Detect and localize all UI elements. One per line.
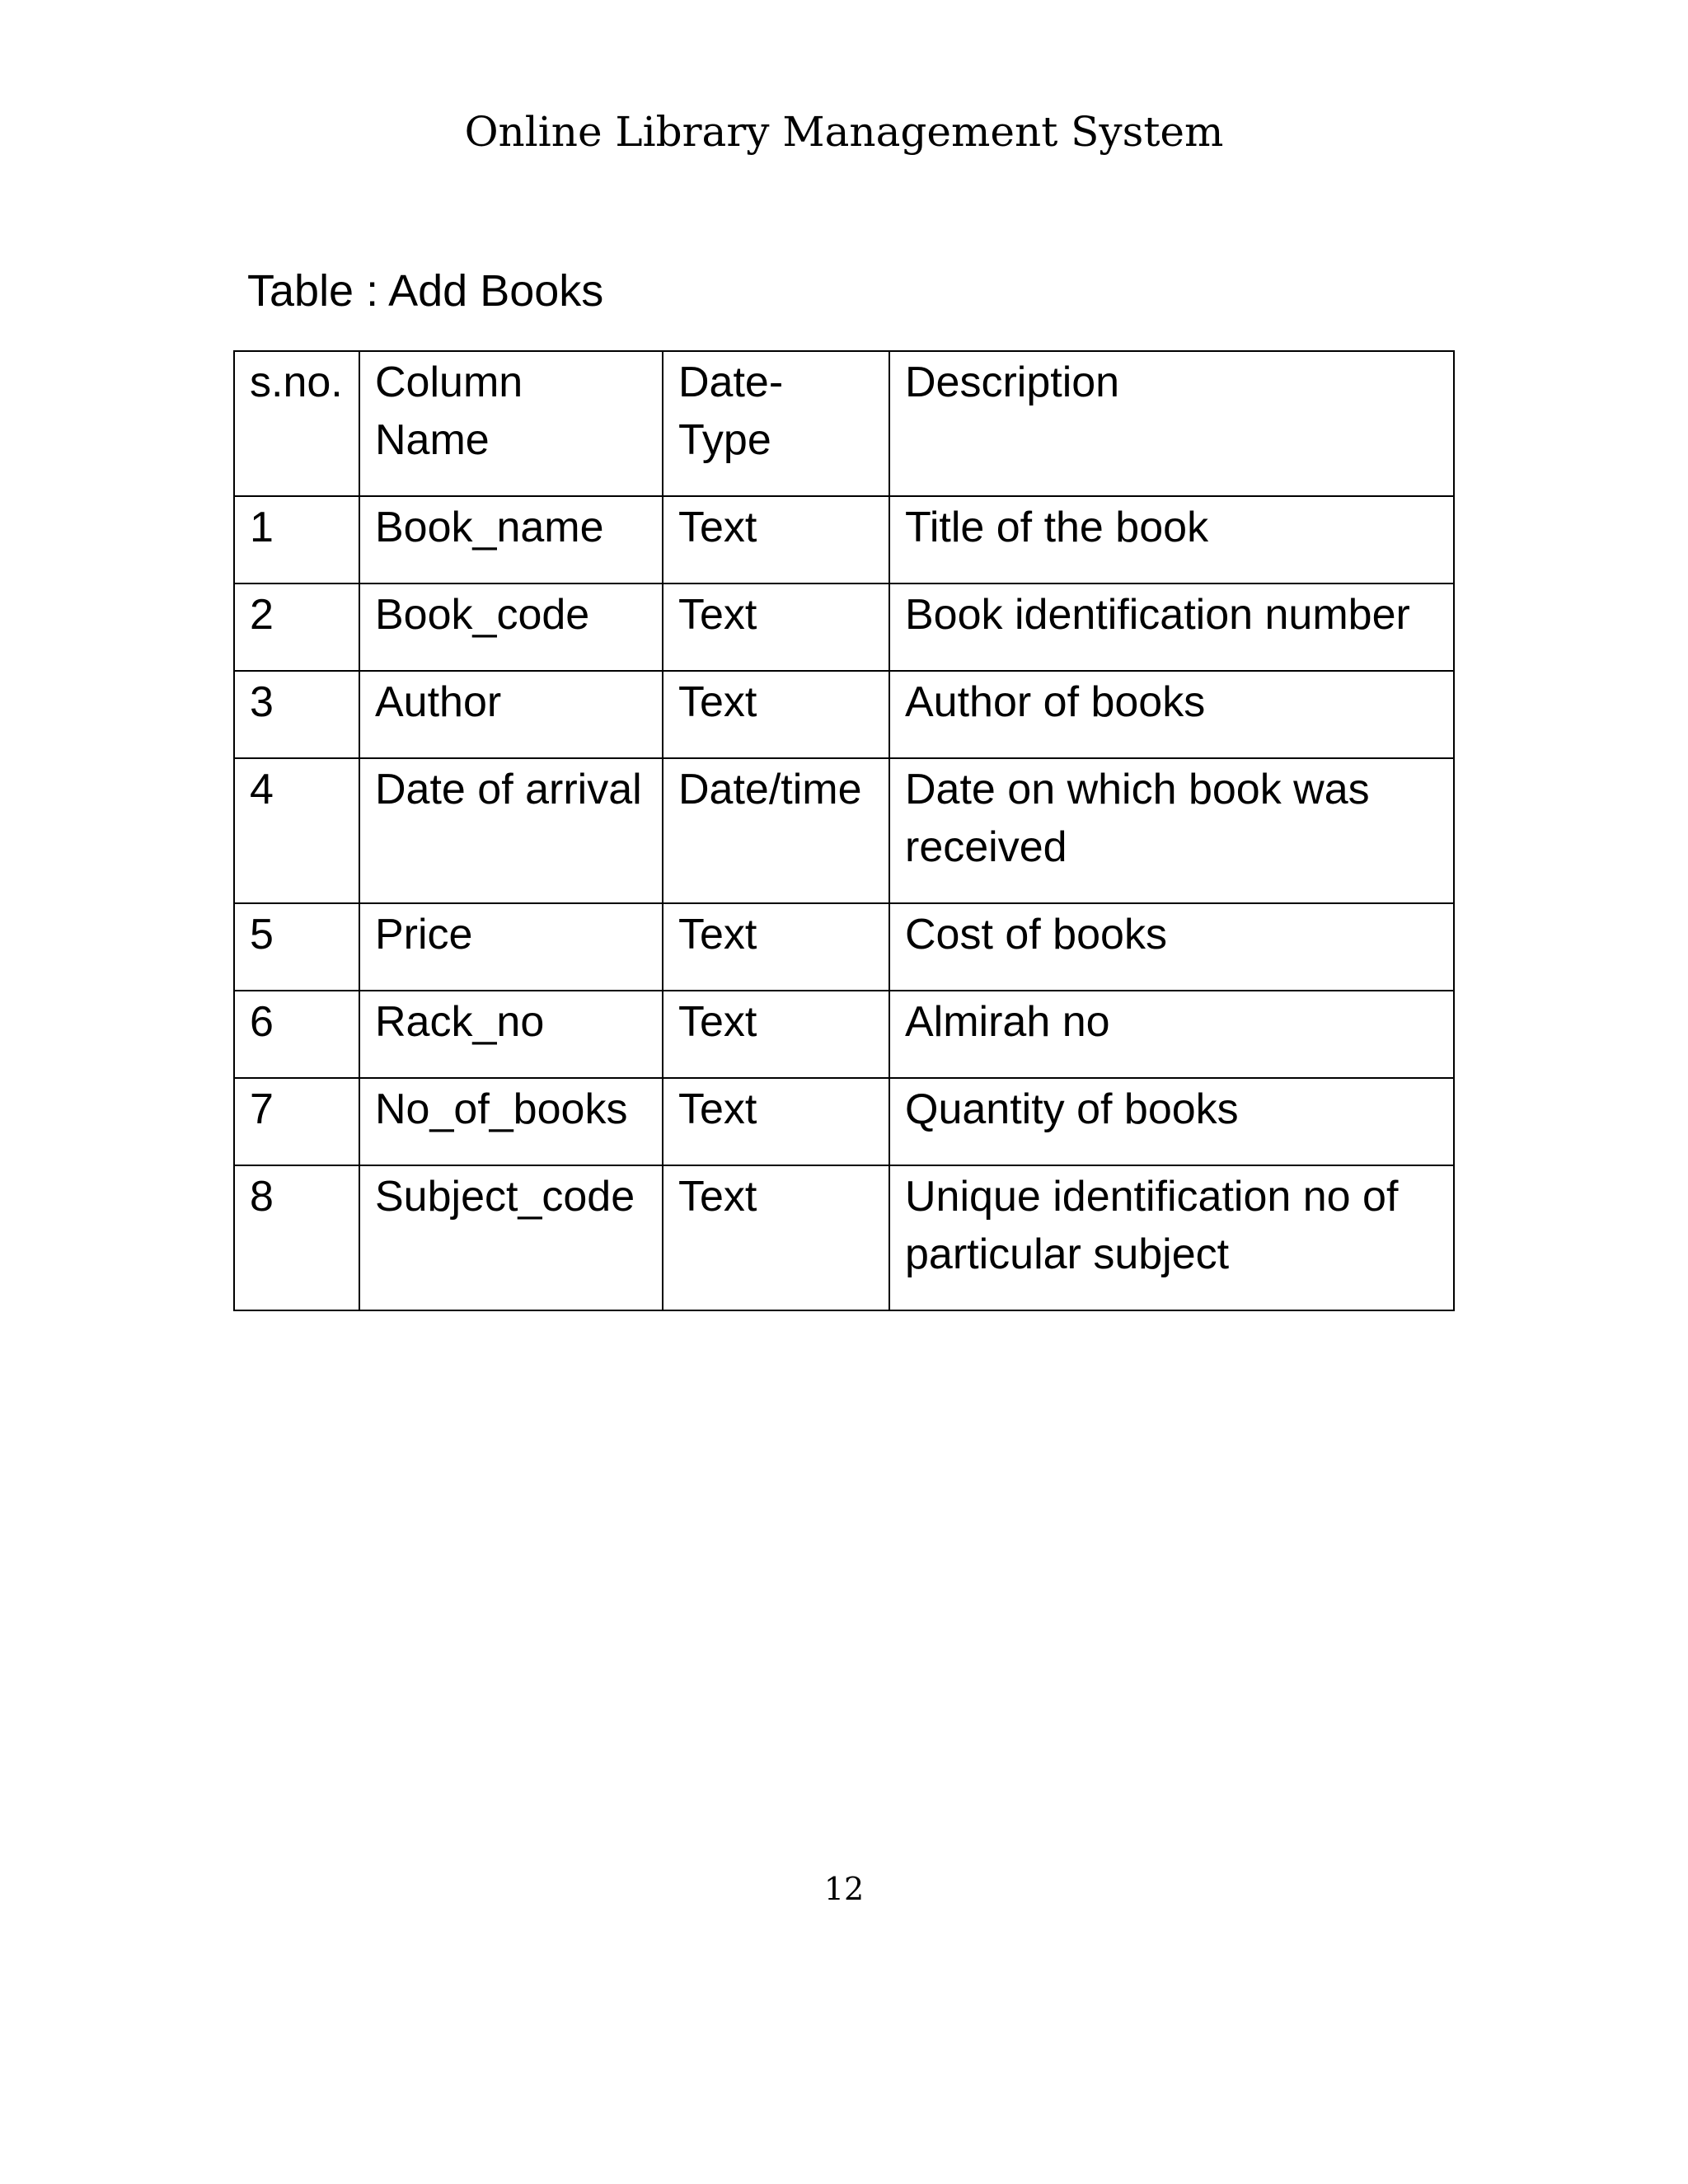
cell-data-type: Text (663, 496, 889, 583)
cell-description: Cost of books (889, 903, 1454, 991)
page-header-title: Online Library Management System (464, 108, 1224, 156)
table-row (234, 671, 1454, 758)
header-cell-description: Description (889, 351, 1454, 496)
cell-sno: 6 (234, 991, 359, 1078)
table-row (234, 1078, 1454, 1165)
table-row (234, 903, 1454, 991)
table-container (233, 350, 1453, 1311)
cell-sno: 4 (234, 758, 359, 903)
cell-column-name: No_of_books (359, 1078, 663, 1165)
cell-column-name: Book_name (359, 496, 663, 583)
header-cell-sno: s.no. (234, 351, 359, 496)
cell-column-name: Price (359, 903, 663, 991)
cell-description: Title of the book (889, 496, 1454, 583)
table-row (234, 1165, 1454, 1310)
header-cell-column-name: Column Name (359, 351, 663, 496)
table-caption: Table : Add Books (247, 266, 604, 316)
page-number: 12 (823, 1871, 865, 1907)
cell-data-type: Text (663, 903, 889, 991)
cell-sno: 1 (234, 496, 359, 583)
cell-description: Quantity of books (889, 1078, 1454, 1165)
cell-data-type: Text (663, 1165, 889, 1310)
cell-column-name: Subject_code (359, 1165, 663, 1310)
cell-data-type: Text (663, 671, 889, 758)
table-row (234, 496, 1454, 583)
cell-description: Date on which book was received (889, 758, 1454, 903)
cell-description: Unique identification no of particular subject (889, 1165, 1454, 1310)
add-books-table (233, 350, 1455, 1311)
table-row (234, 583, 1454, 671)
cell-sno: 7 (234, 1078, 359, 1165)
cell-column-name: Date of arrival (359, 758, 663, 903)
cell-column-name: Book_code (359, 583, 663, 671)
cell-column-name: Author (359, 671, 663, 758)
cell-sno: 5 (234, 903, 359, 991)
cell-data-type: Text (663, 583, 889, 671)
cell-data-type: Text (663, 991, 889, 1078)
cell-sno: 8 (234, 1165, 359, 1310)
cell-data-type: Text (663, 1078, 889, 1165)
cell-data-type: Date/time (663, 758, 889, 903)
cell-description: Author of books (889, 671, 1454, 758)
cell-description: Almirah no (889, 991, 1454, 1078)
cell-description: Book identification number (889, 583, 1454, 671)
cell-column-name: Rack_no (359, 991, 663, 1078)
header-cell-data-type: Date-Type (663, 351, 889, 496)
cell-sno: 3 (234, 671, 359, 758)
table-header-row (234, 351, 1454, 496)
table-row (234, 758, 1454, 903)
cell-sno: 2 (234, 583, 359, 671)
table-row (234, 991, 1454, 1078)
